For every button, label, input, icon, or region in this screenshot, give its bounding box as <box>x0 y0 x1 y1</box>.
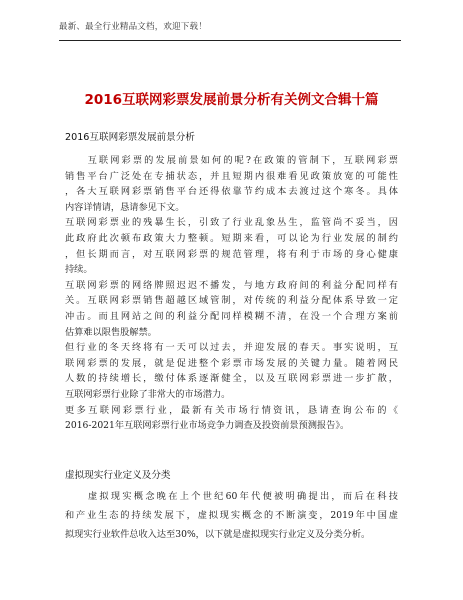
paragraph-line: 互联网彩票行业除了非常大的市场潜力。 <box>65 388 231 400</box>
paragraph-line: 此政府此次顿布政策大力整顿。短期来看，可以论为行业发展的制约 <box>65 232 398 244</box>
paragraph-line: 拟现实行业软件总收入达至30%，以下就是虚拟现实行业定义及分类分析。 <box>65 529 371 540</box>
paragraph-line: 互联网彩票业的残暴生长，引致了行业乱象丛生，监管尚不妥当，因 <box>65 217 398 229</box>
paragraph-line: 但行业的冬天终将有一天可以过去，并迎发展的春天。事实说明，互 <box>65 342 398 354</box>
paragraph-line: 持续。 <box>65 264 93 276</box>
paragraph-line: 虚拟现实概念晚在上个世纪60年代便被明确提出，而后在科技 <box>65 491 398 502</box>
section-heading: 虚拟现实行业定义及分类 <box>65 470 171 481</box>
paragraph-line: 冲击。而且网站之间的利益分配同样模糊不清，在没一个合理方案前 <box>65 310 398 322</box>
paragraph-line: 人数的持续增长，缴付体系逐渐健全，以及互联网彩票进一步扩散， <box>65 373 398 385</box>
paragraph-line: 关。互联网彩票销售超越区域管制，对传统的利益分配体系导致一定 <box>65 295 398 307</box>
header-divider <box>59 40 401 41</box>
paragraph-line: 互联网彩票的发展前景如何的呢?在政策的管制下，互联网彩票 <box>65 155 398 166</box>
section-body <box>65 153 398 434</box>
paragraph-line: 内容详情请，恳请参见下文。 <box>65 201 185 213</box>
paragraph-line: 销售平台广泛处在专捕状态，并且短期内很难看见政策放宽的可能性 <box>65 170 398 182</box>
paragraph-line: 互联网彩票的网络牌照迟迟不播发，与地方政府间的利益分配同样有 <box>65 279 398 291</box>
paragraph-line: 和产业生态的持续发展下，虚拟现实概念的不断演变，2019年中国虚 <box>65 510 398 521</box>
paragraph-line: ，各大互联网彩票销售平台还得依靠节约成本去渡过这个寒冬。具体 <box>65 186 398 198</box>
paragraph-line: 估算难以限售股解禁。 <box>65 326 157 338</box>
paragraph-line: 2016-2021年互联网彩票行业市场竞争力调查及投资前景预测报告》。 <box>65 420 350 432</box>
section-heading: 2016互联网彩票发展前景分析 <box>65 132 195 143</box>
section-body <box>65 487 398 544</box>
header-note: 最新、最全行业精品文档，欢迎下载！ <box>59 22 207 32</box>
paragraph-line: ，但长期而言，对互联网彩票的规范管理，将有利于市场的身心健康 <box>65 248 398 260</box>
paragraph-line: 联网彩票的发展，就是促进整个彩票市场发展的关键力量。随着网民 <box>65 357 398 369</box>
document-title: 2016互联网彩票发展前景分析有关例文合辑十篇 <box>84 92 379 108</box>
paragraph-line: 更多互联网彩票行业，最新有关市场行情资讯，恳请查询公布的《 <box>65 404 398 416</box>
